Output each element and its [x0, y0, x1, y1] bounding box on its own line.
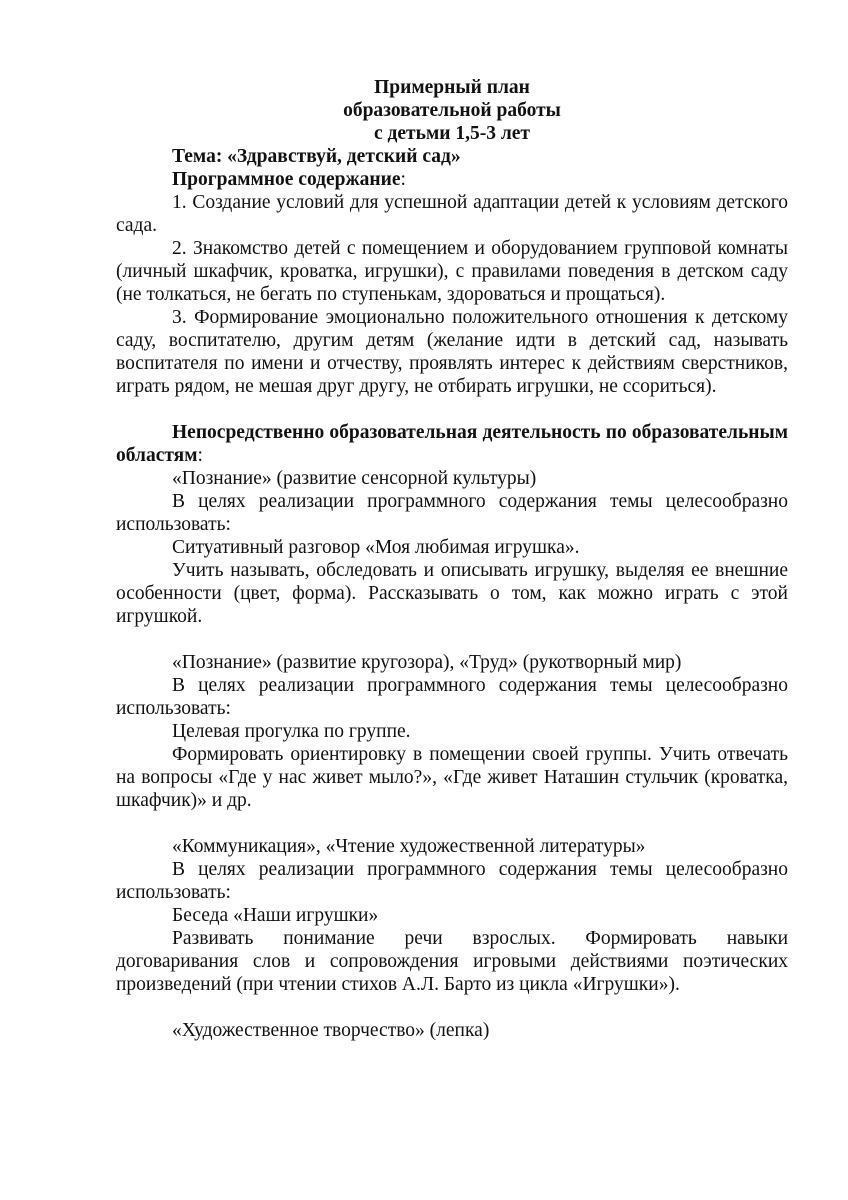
section-2-activity: Целевая прогулка по группе. — [172, 721, 411, 742]
spacer — [116, 812, 788, 835]
document-page — [116, 76, 788, 1042]
spacer — [116, 398, 788, 421]
title-line-2: образовательной работы — [343, 100, 561, 121]
section-1-description: Учить называть, обследовать и описывать игрушку, выделяя ее внешние особенности (цвет, форма). Рассказывать о том, как можно играть с этой игрушкой. — [116, 560, 788, 627]
section-2-description: Формировать ориентировку в помещении своей группы. Учить отвечать на вопросы «Где у нас живет мыло?», «Где живет Наташин стульчик (кроватка, шкафчик)» и др. — [116, 744, 788, 811]
section-3-heading: «Коммуникация», «Чтение художественной литературы» — [172, 836, 646, 857]
program-item-1: 1. Создание условий для успешной адаптации детей к условиям детского сада. — [116, 192, 788, 236]
activity-colon: : — [197, 445, 203, 466]
document-title — [116, 76, 788, 145]
section-4-heading: «Художественное творчество» (лепка) — [172, 1020, 490, 1041]
section-1-intro: В целях реализации программного содержания темы целесообразно использовать: — [116, 491, 788, 535]
spacer — [116, 996, 788, 1019]
program-heading — [116, 168, 788, 191]
activity-label: Непосредственно образовательная деятельность по образовательным областям — [116, 422, 788, 466]
program-colon: : — [400, 169, 406, 190]
theme-heading: Тема: «Здравствуй, детский сад» — [172, 146, 461, 167]
section-3-activity: Беседа «Наши игрушки» — [172, 905, 379, 926]
title-line-3: с детьми 1,5-3 лет — [374, 123, 530, 144]
section-1-heading: «Познание» (развитие сенсорной культуры) — [172, 468, 537, 489]
section-3-intro: В целях реализации программного содержания темы целесообразно использовать: — [116, 859, 788, 903]
activity-heading — [116, 421, 788, 467]
spacer — [116, 628, 788, 651]
section-2-intro: В целях реализации программного содержания темы целесообразно использовать: — [116, 675, 788, 719]
section-1-activity: Ситуативный разговор «Моя любимая игрушка». — [172, 537, 580, 558]
title-line-1: Примерный план — [374, 77, 530, 98]
program-label: Программное содержание — [172, 169, 401, 190]
section-3-description: Развивать понимание речи взрослых. Формировать навыки договаривания слов и сопровождения игровыми действиями поэтических произведений (при чтении стихов А.Л. Барто из цикла «Игрушки»). — [116, 928, 788, 995]
section-2-heading: «Познание» (развитие кругозора), «Труд» (рукотворный мир) — [172, 652, 682, 673]
program-item-3: 3. Формирование эмоционально положительного отношения к детскому саду, воспитателю, другим детям (желание идти в детский сад, называть воспитателя по имени и отчеству, проявлять интерес к действиям сверстников, играть рядом, не мешая друг другу, не отбирать игрушки, не ссориться). — [116, 307, 788, 397]
program-item-2: 2. Знакомство детей с помещением и оборудованием групповой комнаты (личный шкафчик, кроватка, игрушки), с правилами поведения в детском саду (не толкаться, не бегать по ступенькам, здороваться и прощаться). — [116, 238, 788, 305]
